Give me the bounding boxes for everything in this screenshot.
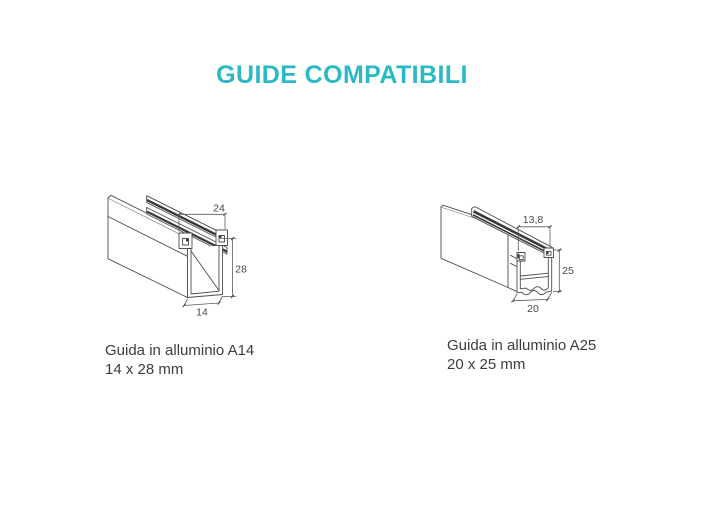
caption-a25 [447,336,596,374]
a25-dim-side-lines [553,250,562,292]
a14-section-backfill [191,246,219,293]
a25-left-lip-notch [519,256,523,260]
a14-left-lip-shading [186,239,189,242]
profile-drawing-a14 [95,183,255,328]
caption-a14-size: 14 x 28 mm [105,361,184,378]
a25-left-lip-shading [518,254,520,258]
page-title: GUIDE COMPATIBILI [216,61,468,89]
a14-dim-side-label: 28 [235,263,247,276]
caption-a25-size: 20 x 25 mm [447,356,526,373]
caption-a14-name: Guida in alluminio A14 [105,342,255,359]
caption-a14 [105,341,254,379]
a14-dim-top-label: 24 [213,202,225,215]
a25-dim-bottom-lines [513,293,552,301]
a14-dim-bottom-label: 14 [196,306,208,319]
a25-dim-top-label: 13,8 [522,214,544,226]
caption-a25-name: Guida in alluminio A25 [447,337,597,354]
a25-wall-bottom-edge [508,288,518,292]
a25-gap-edges [511,255,517,266]
a25-dim-bottom-label: 20 [527,303,539,315]
profile-drawing-a25 [425,195,590,330]
a25-dim-side-label: 25 [562,265,574,277]
a25-right-lip-shading [547,252,549,254]
